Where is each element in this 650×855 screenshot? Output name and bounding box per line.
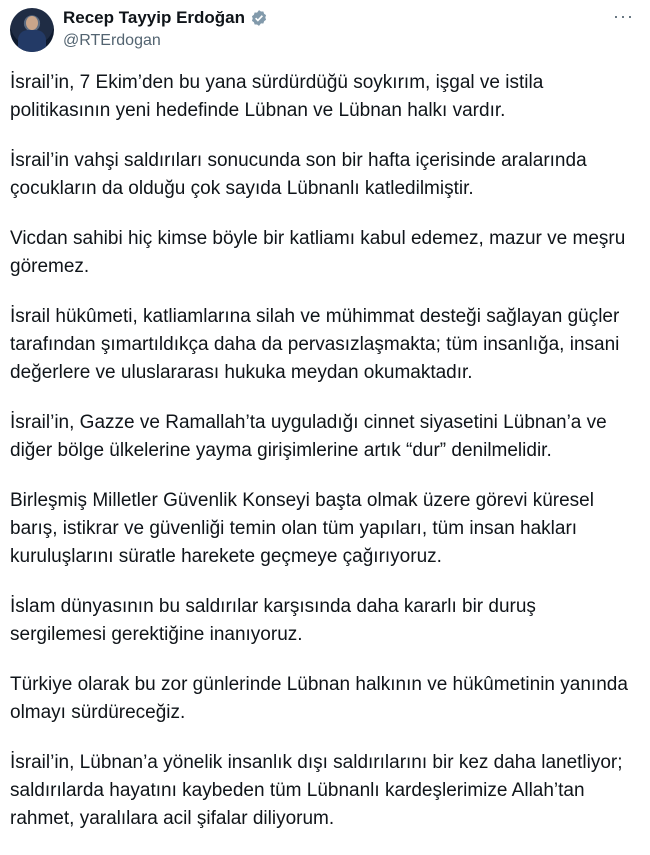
tweet-paragraph bbox=[10, 303, 646, 387]
tweet-header bbox=[0, 0, 650, 70]
tweet-paragraph bbox=[10, 593, 646, 649]
tweet-paragraph bbox=[10, 671, 646, 727]
name-row bbox=[63, 8, 268, 28]
avatar[interactable] bbox=[10, 8, 54, 52]
tweet-text bbox=[10, 69, 646, 855]
tweet-paragraph bbox=[10, 487, 646, 571]
author-name[interactable]: Recep Tayyip Erdoğan bbox=[63, 8, 246, 27]
verified-badge-icon bbox=[250, 9, 268, 27]
paragraph-line: değerlere ve uluslararası hukuka meydan okumaktadır. bbox=[10, 362, 473, 383]
paragraph-line: İsrail hükûmeti, katliamlarına silah ve mühimmat desteği sağlayan güçler bbox=[10, 306, 620, 327]
more-options-icon[interactable]: ··· bbox=[613, 6, 634, 26]
paragraph-line: İsrail’in, Gazze ve Ramallah’ta uyguladığı cinnet siyasetini Lübnan’a ve bbox=[10, 412, 607, 433]
paragraph-line: Vicdan sahibi hiç kimse böyle bir katliamı kabul edemez, mazur ve meşru bbox=[10, 228, 626, 249]
author-handle[interactable]: @RTErdogan bbox=[63, 32, 161, 49]
tweet-paragraph bbox=[10, 225, 646, 281]
paragraph-line: göremez. bbox=[10, 256, 90, 277]
tweet-paragraph bbox=[10, 69, 646, 125]
paragraph-line: olmayı sürdüreceğiz. bbox=[10, 702, 186, 723]
paragraph-line: Türkiye olarak bu zor günlerinde Lübnan halkının ve hükûmetinin yanında bbox=[10, 674, 628, 695]
paragraph-line: diğer bölge ülkelerine yayma girişimlerine artık “dur” denilmelidir. bbox=[10, 440, 552, 461]
tweet-paragraph bbox=[10, 147, 646, 203]
paragraph-line: barış, istikrar ve güvenliği temin olan tüm yapıları, tüm insan hakları bbox=[10, 518, 578, 539]
paragraph-line: sergilemesi gerektiğine inanıyoruz. bbox=[10, 624, 303, 645]
paragraph-line: Birleşmiş Milletler Güvenlik Konseyi başta olmak üzere görevi küresel bbox=[10, 490, 594, 511]
paragraph-line: tarafından şımartıldıkça daha da pervasızlaşmakta; tüm insanlığa, insani bbox=[10, 334, 620, 355]
paragraph-line: İslam dünyasının bu saldırılar karşısında daha kararlı bir duruş bbox=[10, 596, 536, 617]
avatar-body bbox=[18, 30, 46, 52]
paragraph-line: İsrail’in, 7 Ekim’den bu yana sürdürdüğü soykırım, işgal ve istila bbox=[10, 72, 544, 93]
paragraph-line: çocukların da olduğu çok sayıda Lübnanlı katledilmiştir. bbox=[10, 178, 474, 199]
tweet-paragraph bbox=[10, 409, 646, 465]
paragraph-line: kuruluşlarını süratle harekete geçmeye çağırıyoruz. bbox=[10, 546, 442, 567]
paragraph-line: rahmet, yaralılara acil şifalar diliyorum. bbox=[10, 808, 335, 829]
paragraph-line: İsrail’in vahşi saldırıları sonucunda son bir hafta içerisinde aralarında bbox=[10, 150, 587, 171]
paragraph-line: İsrail’in, Lübnan’a yönelik insanlık dışı saldırılarını bir kez daha lanetliyor; bbox=[10, 752, 623, 773]
paragraph-line: saldırılarda hayatını kaybeden tüm Lübnanlı kardeşlerimize Allah’tan bbox=[10, 780, 585, 801]
paragraph-line: politikasının yeni hedefinde Lübnan ve Lübnan halkı vardır. bbox=[10, 100, 506, 121]
tweet-paragraph bbox=[10, 749, 646, 833]
avatar-face bbox=[26, 16, 38, 30]
